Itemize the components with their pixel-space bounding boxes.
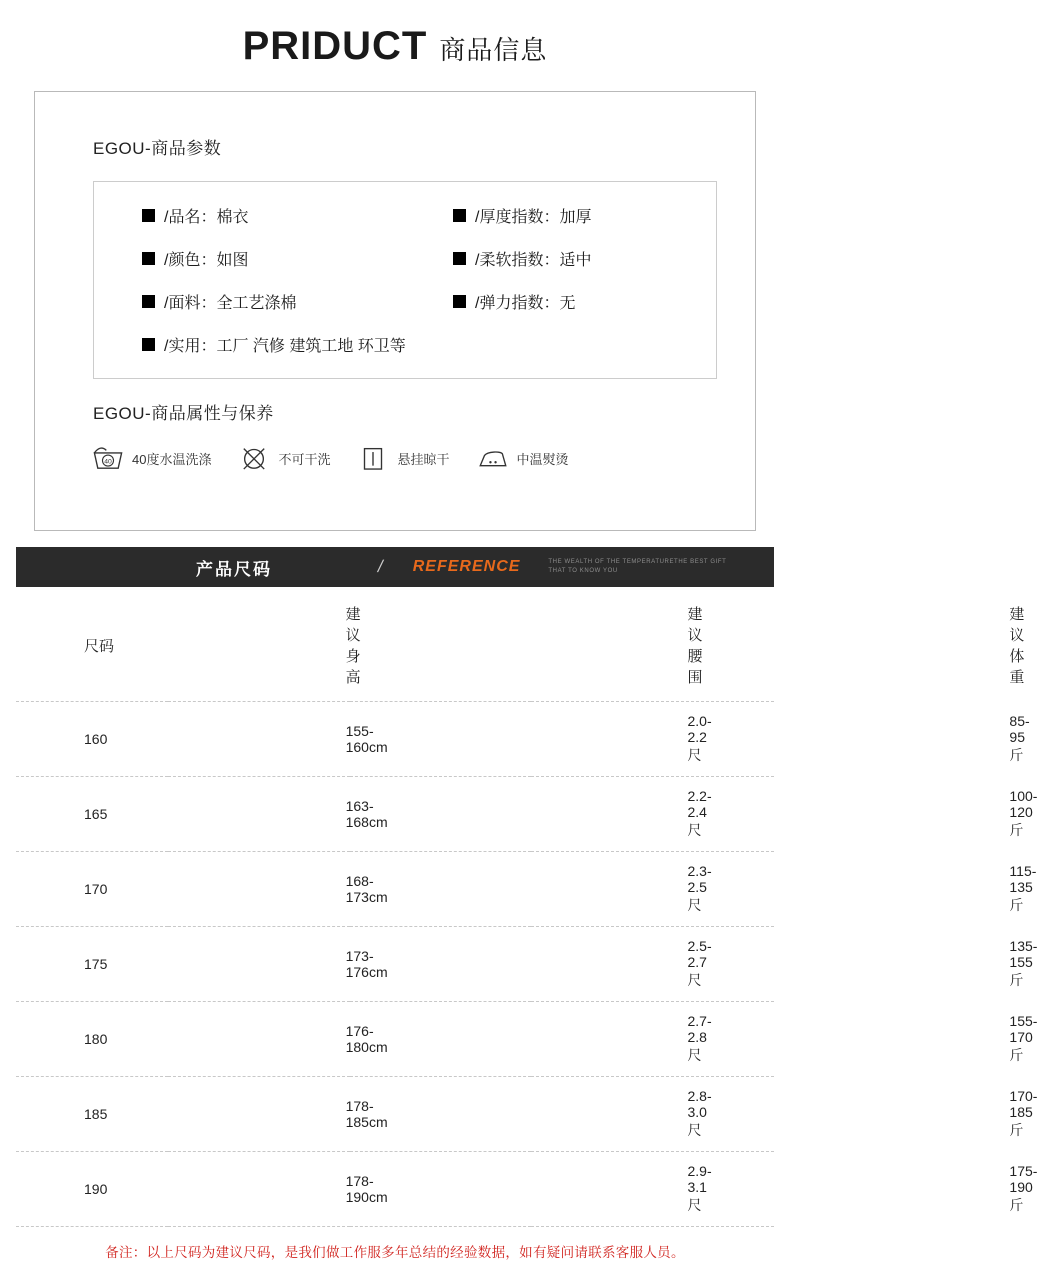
cell-weight: 100-120 斤 xyxy=(531,777,774,852)
wash-tub-icon xyxy=(91,444,125,472)
cell-size: 160 xyxy=(16,702,168,777)
param-label: /实用：工厂 汽修 建筑工地 环卫等 xyxy=(164,338,406,355)
cell-size: 185 xyxy=(16,1077,168,1152)
square-bullet-icon xyxy=(453,295,466,308)
param-item xyxy=(94,247,405,270)
cell-waist: 2.5-2.7 尺 xyxy=(350,927,532,1002)
care-label: 中温熨烫 xyxy=(516,451,569,467)
size-table xyxy=(16,587,1037,1227)
params-section-title: EGOU-商品参数 xyxy=(93,139,222,158)
param-label: /柔软指数：适中 xyxy=(475,252,592,269)
cell-size: 165 xyxy=(16,777,168,852)
care-instructions-row xyxy=(91,444,755,472)
table-row xyxy=(16,852,774,927)
size-band-slash: / xyxy=(376,557,385,576)
column-header-height: 建议身高 xyxy=(168,587,350,702)
page-title: PRIDUCT xyxy=(242,24,428,68)
cell-waist: 2.7-2.8 尺 xyxy=(350,1002,532,1077)
param-item xyxy=(405,247,716,270)
param-label: /弹力指数：无 xyxy=(475,295,576,312)
hang-dry-icon xyxy=(356,444,390,472)
cell-height: 173-176cm xyxy=(168,927,350,1002)
cell-size: 180 xyxy=(16,1002,168,1077)
cell-size: 170 xyxy=(16,852,168,927)
square-bullet-icon xyxy=(453,252,466,265)
square-bullet-icon xyxy=(453,209,466,222)
param-label: /颜色：如图 xyxy=(164,252,249,269)
size-section-band xyxy=(16,547,774,587)
care-item-no-dryclean xyxy=(237,444,330,472)
table-row xyxy=(16,777,774,852)
table-header-row xyxy=(16,587,774,702)
care-label: 40度水温洗涤 xyxy=(132,451,212,467)
table-row xyxy=(16,1077,774,1152)
square-bullet-icon xyxy=(142,209,155,222)
params-box xyxy=(93,181,717,379)
iron-icon xyxy=(476,444,510,472)
cell-weight: 135-155 斤 xyxy=(531,927,774,1002)
cell-height: 178-190cm xyxy=(168,1152,350,1227)
cell-waist: 2.3-2.5 尺 xyxy=(350,852,532,927)
square-bullet-icon xyxy=(142,338,155,351)
param-label: /品名：棉衣 xyxy=(164,209,249,226)
column-header-size: 尺码 xyxy=(16,587,168,702)
size-band-title: 产品尺码 xyxy=(196,559,272,579)
cell-waist: 2.9-3.1 尺 xyxy=(350,1152,532,1227)
cell-height: 163-168cm xyxy=(168,777,350,852)
param-item xyxy=(94,204,405,227)
cell-height: 176-180cm xyxy=(168,1002,350,1077)
page-header xyxy=(0,0,790,77)
cell-height: 168-173cm xyxy=(168,852,350,927)
care-item-hang-dry xyxy=(356,444,449,472)
param-item xyxy=(94,333,716,356)
cell-weight: 170-185 斤 xyxy=(531,1077,774,1152)
page-subtitle: 商品信息 xyxy=(439,35,548,65)
table-row xyxy=(16,1152,774,1227)
cell-height: 178-185cm xyxy=(168,1077,350,1152)
cell-waist: 2.8-3.0 尺 xyxy=(350,1077,532,1152)
table-row xyxy=(16,1002,774,1077)
care-item-wash xyxy=(91,444,211,472)
cell-weight: 155-170 斤 xyxy=(531,1002,774,1077)
param-item xyxy=(405,204,716,227)
cell-weight: 85-95 斤 xyxy=(531,702,774,777)
no-dryclean-icon xyxy=(237,444,271,472)
care-label: 不可干洗 xyxy=(278,451,331,467)
size-table-note: 备注：以上尺码为建议尺码，是我们做工作服多年总结的经验数据，如有疑问请联系客服人员。 xyxy=(105,1245,685,1260)
cell-waist: 2.2-2.4 尺 xyxy=(350,777,532,852)
care-item-iron xyxy=(476,444,569,472)
table-row xyxy=(16,927,774,1002)
param-label: /厚度指数：加厚 xyxy=(475,209,592,226)
cell-weight: 115-135 斤 xyxy=(531,852,774,927)
size-band-fineprint: THE WEALTH OF THE TEMPERATURETHE BEST GIFT THAT TO KNOW YOU xyxy=(548,559,727,574)
cell-height: 155-160cm xyxy=(168,702,350,777)
column-header-weight: 建议体重 xyxy=(531,587,774,702)
param-item xyxy=(94,290,405,313)
svg-text:40: 40 xyxy=(104,458,112,466)
param-item xyxy=(405,290,716,313)
size-band-reference: REFERENCE xyxy=(412,558,521,575)
column-header-waist: 建议腰围 xyxy=(350,587,532,702)
care-label: 悬挂晾干 xyxy=(397,451,450,467)
square-bullet-icon xyxy=(142,252,155,265)
param-label: /面料：全工艺涤棉 xyxy=(164,295,297,312)
square-bullet-icon xyxy=(142,295,155,308)
cell-waist: 2.0-2.2 尺 xyxy=(350,702,532,777)
cell-size: 190 xyxy=(16,1152,168,1227)
params-grid xyxy=(94,204,716,356)
care-section-title: EGOU-商品属性与保养 xyxy=(93,404,274,423)
table-row xyxy=(16,702,774,777)
cell-weight: 175-190 斤 xyxy=(531,1152,774,1227)
product-info-panel xyxy=(34,91,756,531)
cell-size: 175 xyxy=(16,927,168,1002)
